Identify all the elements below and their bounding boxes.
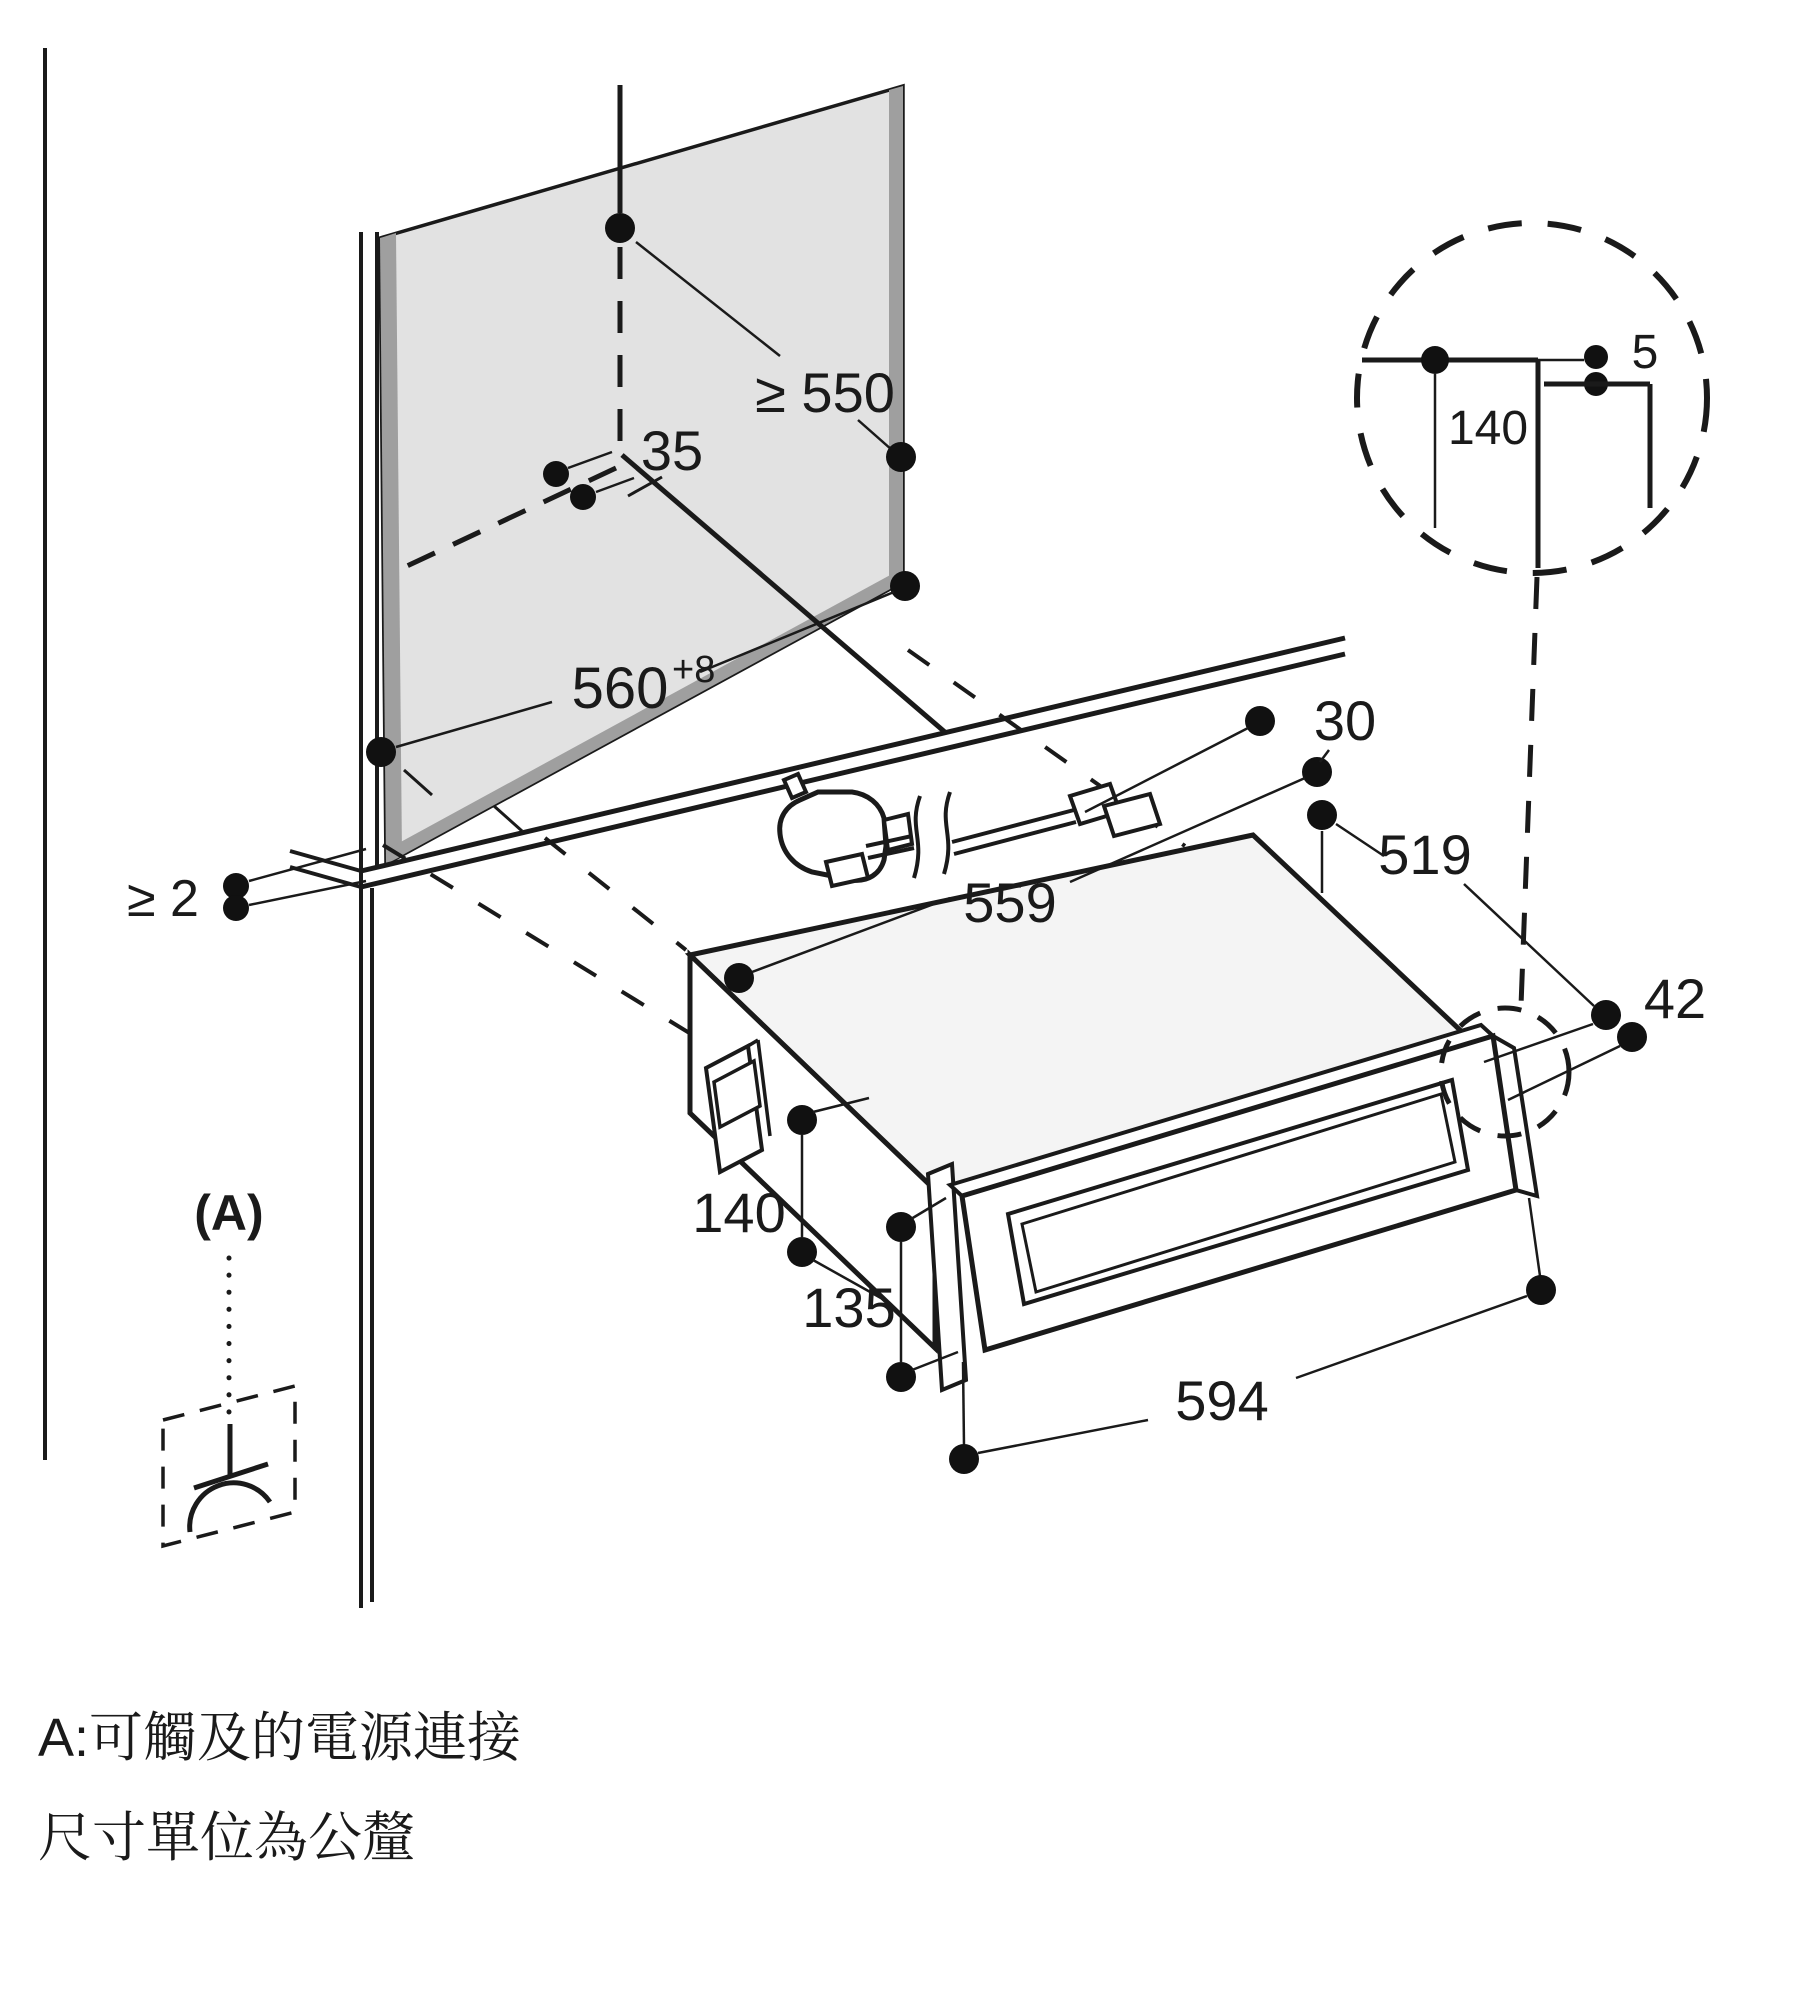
dim-body-depth-label: 519: [1378, 823, 1472, 886]
dim-front-lower-height-label: 135: [802, 1276, 896, 1339]
dim-body-height-label: 140: [692, 1181, 786, 1244]
dim-front-width-label: 594: [1175, 1369, 1269, 1432]
detail-gap-label: 5: [1631, 326, 1659, 379]
legend-note: A:可觸及的電源連接: [38, 1708, 522, 1768]
dim-niche-width-label: 560: [571, 656, 669, 721]
dim-niche-depth-label: ≥ 550: [755, 361, 895, 424]
dim-front-offset-label: 42: [1643, 967, 1707, 1030]
dim-side-gap-label: ≥ 2: [127, 870, 199, 928]
dim-niche-width-tolerance: +8: [672, 649, 716, 691]
dim-corner-offset-label: 35: [640, 419, 704, 482]
units-note: 尺寸單位為公釐: [38, 1808, 416, 1868]
connection-marker-label: (A): [194, 1185, 264, 1241]
dim-cable-space-label: 30: [1313, 689, 1377, 752]
detail-height-label: 140: [1447, 402, 1529, 455]
niche-panel-right-edge: [889, 86, 903, 587]
dim-body-width-label: 559: [963, 871, 1057, 934]
